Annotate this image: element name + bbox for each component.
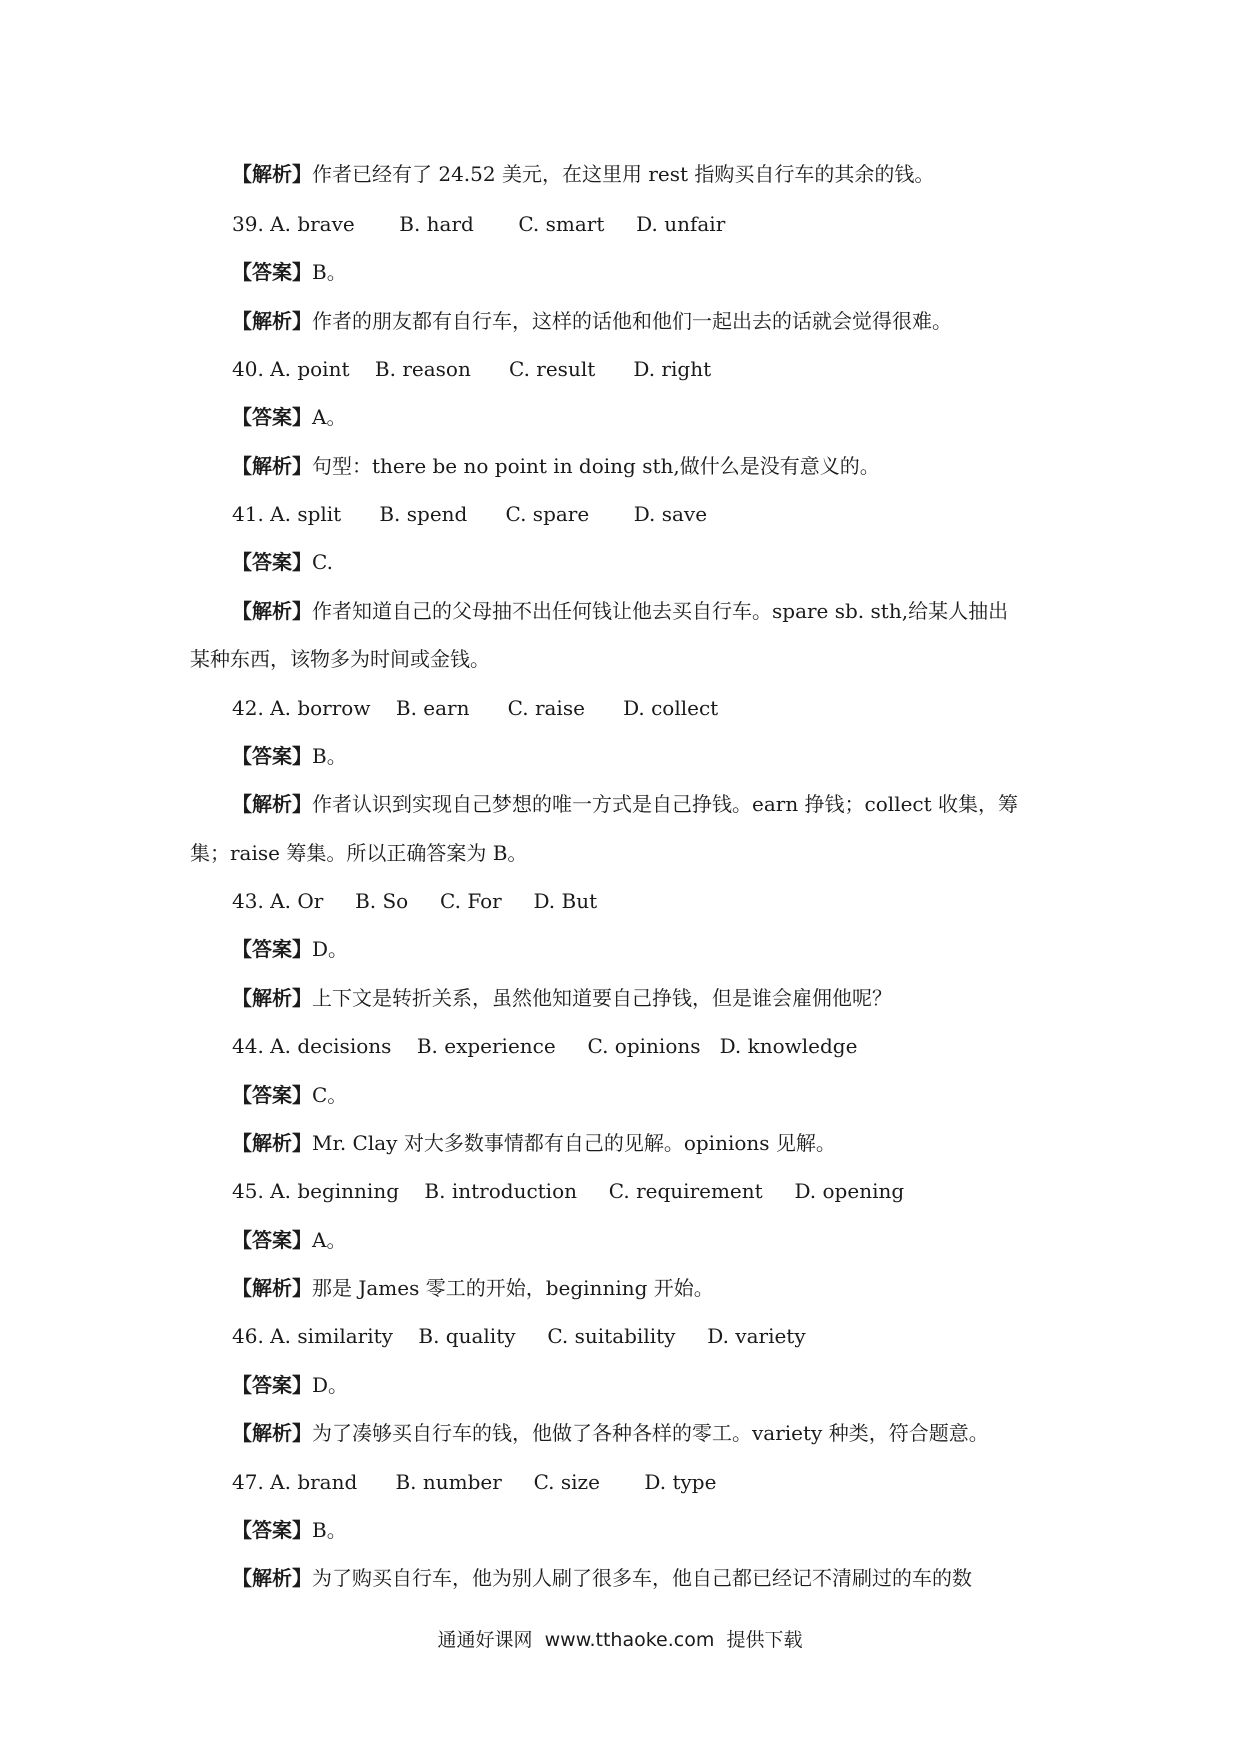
answer-39 (232, 259, 347, 285)
answer-tag: 【答案】 (232, 1083, 312, 1107)
analysis-tag: 【解析】 (232, 792, 312, 816)
analysis-45 (232, 1275, 714, 1301)
analysis-42-continued: 集；raise 筹集。所以正确答案为 B。 (190, 841, 528, 865)
analysis-46 (232, 1420, 989, 1446)
analysis-tag: 【解析】 (232, 309, 312, 333)
analysis-42 (232, 791, 1018, 817)
answer-text: B。 (312, 260, 347, 284)
analysis-text: 那是 James 零工的开始，beginning 开始。 (312, 1276, 714, 1300)
answer-43 (232, 936, 348, 962)
answer-text: D。 (312, 937, 349, 961)
answer-text: C. (312, 550, 333, 574)
question-41: 41. A. split B. spend C. spare D. save (232, 502, 708, 526)
question-46: 46. A. similarity B. quality C. suitability D. variety (232, 1324, 806, 1348)
question-43: 43. A. Or B. So C. For D. But (232, 889, 598, 913)
analysis-41 (232, 598, 1008, 624)
page-footer: 通通好课网 www.tthaoke.com 提供下载 (437, 1629, 803, 1651)
question-47: 47. A. brand B. number C. size D. type (232, 1470, 717, 1494)
analysis-tag: 【解析】 (232, 162, 312, 186)
answer-tag: 【答案】 (232, 744, 312, 768)
analysis-tag: 【解析】 (232, 1276, 312, 1300)
answer-tag: 【答案】 (232, 550, 312, 574)
answer-45 (232, 1227, 346, 1253)
answer-46 (232, 1372, 348, 1398)
analysis-43 (232, 985, 892, 1011)
answer-tag: 【答案】 (232, 1518, 312, 1542)
answer-42 (232, 743, 347, 769)
analysis-41-continued: 某种东西，该物多为时间或金钱。 (190, 647, 490, 671)
analysis-tag: 【解析】 (232, 599, 312, 623)
answer-tag: 【答案】 (232, 937, 312, 961)
analysis-text: 上下文是转折关系，虽然他知道要自己挣钱，但是谁会雇佣他呢？ (312, 986, 892, 1010)
answer-text: A。 (312, 405, 347, 429)
analysis-line-38 (232, 161, 934, 187)
answer-text: B。 (312, 1518, 347, 1542)
analysis-40 (232, 453, 880, 479)
question-39: 39. A. brave B. hard C. smart D. unfair (232, 212, 726, 236)
analysis-tag: 【解析】 (232, 1421, 312, 1445)
answer-44 (232, 1082, 347, 1108)
analysis-47 (232, 1565, 972, 1591)
analysis-39 (232, 308, 952, 334)
answer-text: D。 (312, 1373, 349, 1397)
analysis-tag: 【解析】 (232, 1566, 312, 1590)
answer-text: C。 (312, 1083, 348, 1107)
analysis-tag: 【解析】 (232, 1131, 312, 1155)
answer-tag: 【答案】 (232, 1373, 312, 1397)
analysis-text: 作者已经有了 24.52 美元，在这里用 rest 指购买自行车的其余的钱。 (312, 162, 935, 186)
answer-tag: 【答案】 (232, 405, 312, 429)
analysis-text: Mr. Clay 对大多数事情都有自己的见解。opinions 见解。 (312, 1131, 836, 1155)
analysis-text: 作者知道自己的父母抽不出任何钱让他去买自行车。spare sb. sth,给某人抽出 (312, 599, 1009, 623)
analysis-text: 为了凑够买自行车的钱，他做了各种各样的零工。variety 种类，符合题意。 (312, 1421, 989, 1445)
analysis-text: 作者的朋友都有自行车，这样的话他和他们一起出去的话就会觉得很难。 (312, 309, 952, 333)
question-42: 42. A. borrow B. earn C. raise D. collect (232, 696, 719, 720)
question-44: 44. A. decisions B. experience C. opinions D. knowledge (232, 1034, 858, 1058)
question-45: 45. A. beginning B. introduction C. requirement D. opening (232, 1179, 905, 1203)
answer-47 (232, 1517, 347, 1543)
analysis-text: 为了购买自行车，他为别人刷了很多车，他自己都已经记不清刷过的车的数 (312, 1566, 972, 1590)
analysis-44 (232, 1130, 836, 1156)
analysis-tag: 【解析】 (232, 454, 312, 478)
analysis-text: 句型：there be no point in doing sth,做什么是没有意义的。 (312, 454, 880, 478)
question-40: 40. A. point B. reason C. result D. right (232, 357, 712, 381)
analysis-text: 作者认识到实现自己梦想的唯一方式是自己挣钱。earn 挣钱；collect 收集，筹 (312, 792, 1019, 816)
answer-text: A。 (312, 1228, 347, 1252)
answer-tag: 【答案】 (232, 260, 312, 284)
answer-41 (232, 549, 333, 575)
answer-40 (232, 404, 346, 430)
answer-tag: 【答案】 (232, 1228, 312, 1252)
analysis-tag: 【解析】 (232, 986, 312, 1010)
answer-text: B。 (312, 744, 347, 768)
